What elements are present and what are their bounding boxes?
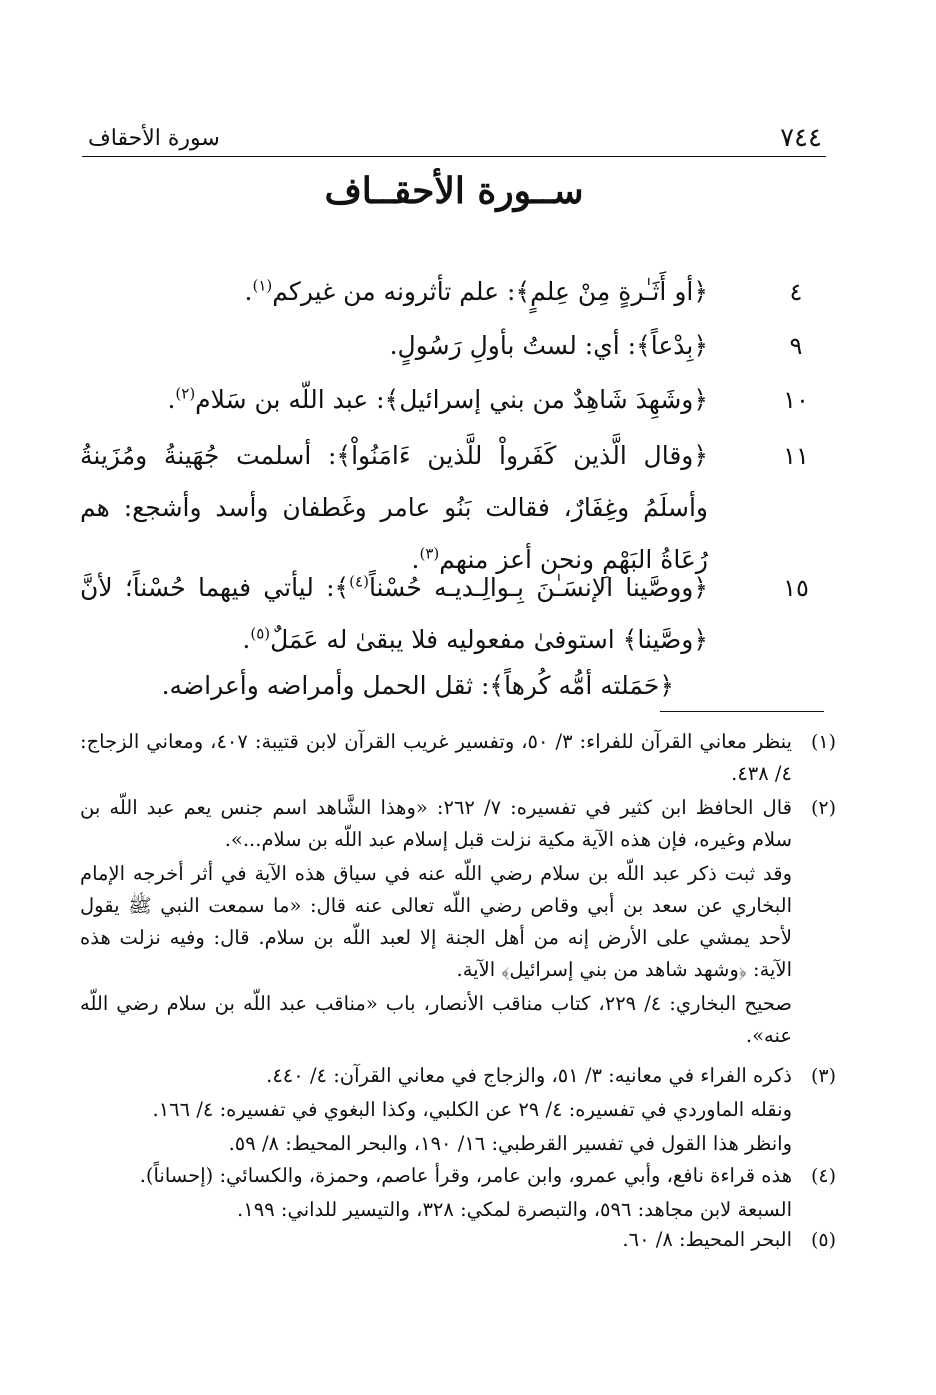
verse-number: ١٥	[783, 574, 809, 602]
verse-gloss	[80, 562, 708, 666]
verse-gloss	[80, 374, 708, 426]
verse-gloss	[80, 660, 674, 712]
footnote-text: ونقله الماوردي في تفسيره: ٤/ ٢٩ عن الكلبي، وكذا البغوي في تفسيره: ٤/ ١٦٦.	[152, 1098, 792, 1121]
footnote	[80, 1224, 836, 1256]
footnote	[80, 726, 836, 790]
gloss-text: ﴿وقال الَّذين كَفَرواْ للَّذين ءَامَنُواْ﴾: أسلمت جُهَينةُ ومُزَينةُ وأسلَمُ وغِفَارٌ، فقالت بَنُو عامر وغَطفان وأسد وأشجع: هم رُعَاةُ البَهْمِ ونحن أعز منهم	[80, 441, 708, 574]
footnote-separator	[660, 711, 824, 712]
page-number: ٧٤٤	[780, 123, 822, 153]
footnote-text: البحر المحيط: ٨/ ٦٠.	[622, 1228, 792, 1251]
surah-title: ســورة الأحقــاف	[324, 170, 584, 212]
footnote-text: ذكره الفراء في معانيه: ٣/ ٥١، والزجاج في معاني القرآن: ٤/ ٤٤٠.	[266, 1064, 792, 1087]
verse-gloss	[80, 320, 708, 372]
gloss-text: ﴿أو أَثَـٰرةٍ مِنْ عِلمٍ﴾: علم تأثرونه من غيركم	[272, 277, 708, 306]
verse-entry	[80, 374, 826, 426]
footnote-number: (١)	[810, 731, 836, 753]
gloss-text: ﴿بِدْعاً﴾: أي: لستُ بأولِ رَسُولٍ.	[389, 331, 708, 360]
verse-gloss	[80, 266, 708, 318]
footnote-text: صحيح البخاري: ٤/ ٢٢٩، كتاب مناقب الأنصار، باب «مناقب عبد اللّه بن سلام رضي اللّه عنه».	[80, 992, 792, 1047]
gloss-text: ﴿حَمَلته أمُّه كُرهاً﴾: ثقل الحمل وأمراضه وأعراضه.	[161, 671, 674, 700]
verse-entry	[80, 562, 826, 666]
gloss-text: ﴿وشَهِدَ شَاهِدٌ من بني إسرائيل﴾: عبد اللّه بن سَلام	[195, 385, 708, 414]
footnote	[80, 792, 836, 1052]
footnote-number: (٥)	[810, 1229, 836, 1251]
verse-entry	[80, 320, 826, 372]
gloss-text-cont: ﴾: ليأتي فيهما حُسْناً؛ لأنَّ ﴿وصَّينا﴾ استوفىٰ مفعوليه فلا يبقىٰ له عَمَلٌ	[80, 573, 708, 654]
footnote-ref[interactable]: (٣)	[419, 544, 440, 563]
footnote-number: (٣)	[810, 1065, 836, 1087]
verse-number: ١١	[783, 442, 809, 470]
running-title: سورة الأحقاف	[88, 126, 220, 151]
gloss-text: ﴿ووصَّينا الإنسَـٰنَ بِـوالِـديـه حُسْناً	[368, 573, 708, 602]
footnote	[80, 1060, 836, 1160]
footnote-text: السبعة لابن مجاهد: ٥٩٦، والتبصرة لمكي: ٣٢٨، والتيسير للداني: ١٩٩.	[237, 1198, 792, 1221]
footnote-text: ينظر معاني القرآن للفراء: ٣/ ٥٠، وتفسير غريب القرآن لابن قتيبة: ٤٠٧، ومعاني الزجاج: ٤/ ٤٣٨.	[80, 730, 792, 785]
footnote-ref[interactable]: (١)	[252, 276, 273, 295]
gloss-end: .	[411, 545, 420, 574]
footnote-number: (٤)	[810, 1165, 836, 1187]
verse-entry	[80, 660, 826, 712]
verse-entry	[80, 266, 826, 318]
verse-number: ٩	[789, 332, 803, 360]
footnote-ref[interactable]: (٢)	[175, 384, 196, 403]
page-header	[82, 122, 826, 157]
footnote	[80, 1160, 836, 1226]
verse-number: ٤	[789, 278, 803, 306]
gloss-end: .	[244, 277, 253, 306]
gloss-end: .	[242, 625, 251, 654]
verse-number: ١٠	[783, 386, 809, 414]
footnote-text: وانظر هذا القول في تفسير القرطبي: ١٦/ ١٩٠، والبحر المحيط: ٨/ ٥٩.	[228, 1132, 792, 1155]
gloss-end: .	[167, 385, 176, 414]
footnote-ref[interactable]: (٥)	[250, 624, 271, 643]
footnote-ref[interactable]: (٤)	[349, 572, 369, 591]
footnote-number: (٢)	[810, 797, 836, 819]
footnote-text: هذه قراءة نافع، وأبي عمرو، وابن عامر، وقرأ عاصم، وحمزة، والكسائي: (إحساناً).	[139, 1164, 792, 1187]
footnote-text: قال الحافظ ابن كثير في تفسيره: ٧/ ٢٦٢: «وهذا الشَّاهد اسم جنس يعم عبد اللّه بن سلام وغيره، فإن هذه الآية مكية نزلت قبل إسلام عبد اللّه بن سلام...».	[80, 796, 792, 851]
footnote-text: وقد ثبت ذكر عبد اللّه بن سلام رضي اللّه عنه في سياق هذه الآية في أثر أخرجه الإمام البخاري عن سعد بن أبي وقاص رضي اللّه تعالى عنه قال: «ما سمعت النبي ﷺ يقول لأحد يمشي على الأرض إنه من أهل الجنة إلا لعبد اللّه بن سلام. قال: وفيه نزلت هذه الآية: ﴿وشهد شاهد من بني إسرائيل﴾ الآية.	[80, 862, 792, 981]
